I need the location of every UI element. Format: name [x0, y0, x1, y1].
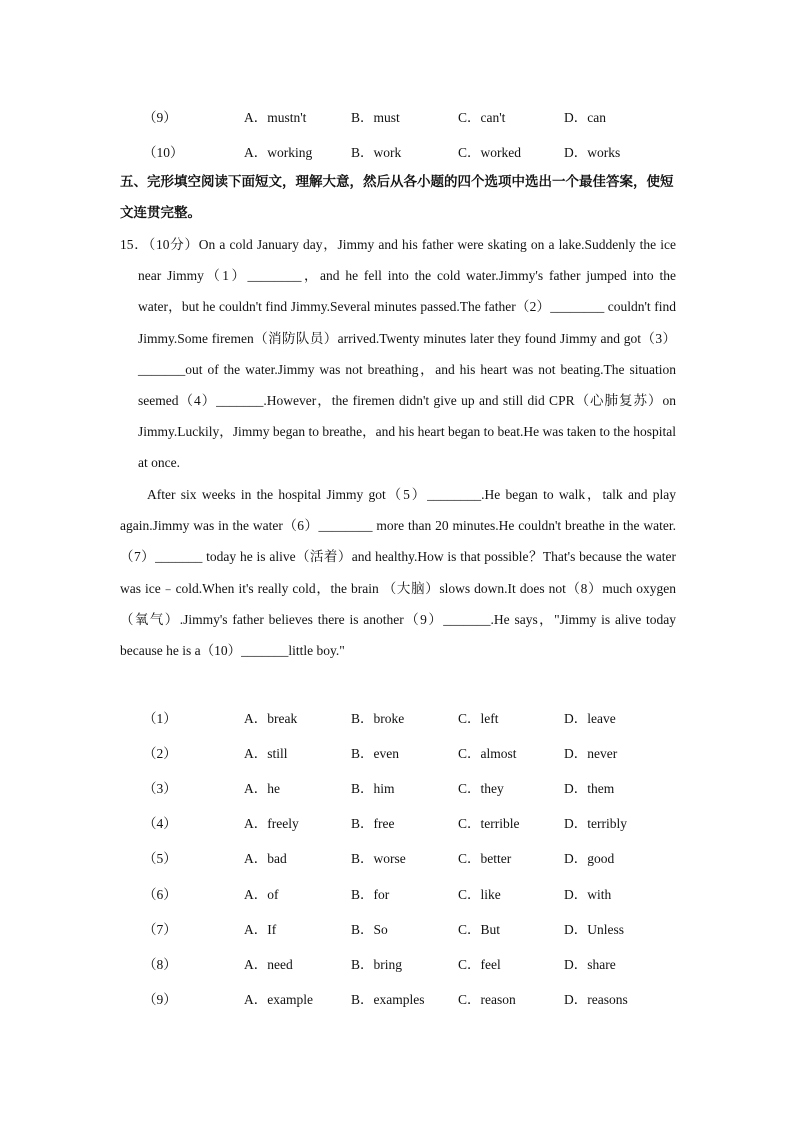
- option-b: B．must: [351, 110, 400, 125]
- option-d: D．good: [564, 851, 615, 866]
- option-d: D．never: [564, 746, 618, 761]
- option-row: [0, 742, 794, 764]
- option-row: [0, 847, 794, 869]
- option-number: （9）: [143, 110, 177, 125]
- option-row: [0, 883, 794, 905]
- option-b: B．even: [351, 746, 399, 761]
- option-b: B．broke: [351, 711, 405, 726]
- option-number: （1）: [143, 711, 177, 726]
- option-row: [0, 812, 794, 834]
- option-c: C．feel: [458, 957, 501, 972]
- option-d: D．works: [564, 145, 621, 160]
- option-c: C．like: [458, 887, 501, 902]
- option-number: （6）: [143, 887, 177, 902]
- option-row: [0, 777, 794, 799]
- option-a: A．example: [244, 992, 313, 1007]
- question-paragraph-1: [120, 229, 676, 479]
- option-b: B．worse: [351, 851, 406, 866]
- option-b: B．bring: [351, 957, 403, 972]
- option-c: C．But: [458, 922, 501, 937]
- option-number: （10）: [143, 145, 184, 160]
- option-d: D．with: [564, 887, 612, 902]
- option-c: C．terrible: [458, 816, 520, 831]
- option-number: （5）: [143, 851, 177, 866]
- option-a: A．mustn't: [244, 110, 307, 125]
- option-number: （8）: [143, 957, 177, 972]
- option-c: C．they: [458, 781, 504, 796]
- option-number: （7）: [143, 922, 177, 937]
- option-a: A．of: [244, 887, 279, 902]
- option-c: C．left: [458, 711, 499, 726]
- option-a: A．If: [244, 922, 277, 937]
- option-a: A．working: [244, 145, 313, 160]
- option-row: [0, 141, 794, 163]
- option-row: [0, 707, 794, 729]
- option-a: A．he: [244, 781, 280, 796]
- option-row: [0, 988, 794, 1010]
- option-a: A．bad: [244, 851, 287, 866]
- question-paragraph-2: After six weeks in the hospital Jimmy got（5）________.He began to walk，talk and play again.Jimmy was in the water（6）________ more than 20 minutes.He couldn't breathe in the water.（7）_______ today he is alive（活着）and healthy.How is that possible？That's because the water was ice﹣cold.When it's really cold，the brain （大脑）slows down.It does not（8）much oxygen（氧气）.Jimmy's father believes there is another（9）_______.He says，"Jimmy is alive today because he is a（10）_______little boy.": [120, 487, 676, 659]
- option-number: （4）: [143, 816, 177, 831]
- option-b: B．free: [351, 816, 395, 831]
- option-b: B．him: [351, 781, 395, 796]
- option-b: B．examples: [351, 992, 425, 1007]
- option-a: A．need: [244, 957, 293, 972]
- option-d: D．reasons: [564, 992, 628, 1007]
- option-a: A．break: [244, 711, 298, 726]
- option-a: A．still: [244, 746, 288, 761]
- option-c: C．worked: [458, 145, 521, 160]
- option-d: D．can: [564, 110, 606, 125]
- option-c: C．almost: [458, 746, 517, 761]
- section-title: 五、完形填空阅读下面短文，理解大意，然后从各小题的四个选项中选出一个最佳答案，使短文连贯完整。: [120, 174, 674, 221]
- option-row: [0, 953, 794, 975]
- option-d: D．terribly: [564, 816, 627, 831]
- option-c: C．can't: [458, 110, 506, 125]
- option-number: （3）: [143, 781, 177, 796]
- question-text: 15．（10分）On a cold January day，Jimmy and his father were skating on a lake.Suddenly the ice near Jimmy（1）________，and he fell into the cold water.Jimmy's father jumped into the water，but he couldn't find Jimmy.Several minutes passed.The father（2）________ couldn't find Jimmy.Some firemen（消防队员）arrived.Twenty minutes later they found Jimmy and got（3）_______out of the water.Jimmy was not breathing，and his heart was not beating.The situation seemed（4）_______.However，the firemen didn't give up and still did CPR（心肺复苏）on Jimmy.Luckily，Jimmy began to breathe，and his heart began to beat.He was taken to the hospital at once.: [120, 237, 676, 471]
- option-b: B．So: [351, 922, 388, 937]
- option-b: B．work: [351, 145, 402, 160]
- option-row: [0, 918, 794, 940]
- option-number: （2）: [143, 746, 177, 761]
- option-c: C．better: [458, 851, 512, 866]
- option-row: [0, 106, 794, 128]
- option-number: （9）: [143, 992, 177, 1007]
- option-d: D．leave: [564, 711, 616, 726]
- option-b: B．for: [351, 887, 390, 902]
- option-d: D．share: [564, 957, 616, 972]
- option-d: D．Unless: [564, 922, 624, 937]
- option-d: D．them: [564, 781, 615, 796]
- option-a: A．freely: [244, 816, 299, 831]
- option-c: C．reason: [458, 992, 516, 1007]
